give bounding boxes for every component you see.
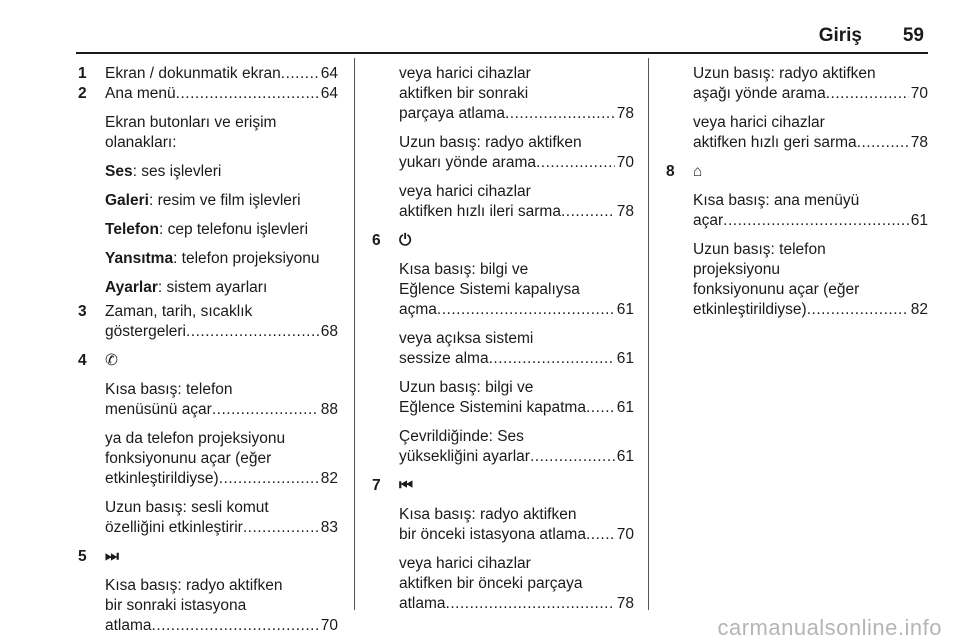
entry-4 xyxy=(78,351,338,371)
page-ref: 64 xyxy=(320,65,338,82)
menu-ses: Ses: ses işlevleri xyxy=(105,163,222,180)
item-number: 1 xyxy=(78,65,87,82)
page-ref: 78 xyxy=(616,595,634,612)
entry-7 xyxy=(372,476,634,496)
section-title: Giriş xyxy=(818,25,862,46)
entry-2 xyxy=(78,84,338,104)
page-ref: 70 xyxy=(320,617,338,634)
entry-2-desc: Ekran butonları ve erişim olanakları: xyxy=(105,114,277,151)
page-ref: 83 xyxy=(320,519,338,536)
menu-galeri: Galeri: resim ve film işlevleri xyxy=(105,192,301,209)
item-number: 6 xyxy=(372,232,381,249)
page-ref: 61 xyxy=(616,448,634,465)
entry-1 xyxy=(78,64,338,84)
page-ref: 70 xyxy=(616,154,634,171)
menu-ayarlar: Ayarlar: sistem ayarları xyxy=(105,279,268,296)
page-ref: 68 xyxy=(320,323,338,340)
page-ref: 61 xyxy=(616,350,634,367)
page-ref: 61 xyxy=(910,212,928,229)
column-middle: veya harici cihazlar aktifken bir sonraki parçaya atlama ..... 78 Uzun basış: radyo aktifken yukarı yönde arama ..... 70 veya harici cihazlar aktifken hızlı ileri sarma ..... 78 6 ⏻ Kısa basış: bilgi ve Eğlence Sistemi kapalıysa açma ..... 61 veya açıksa sistemi sessize alma ..... 61 Uzun basış: bilgi ve Eğlence Sistemini kapatma ..... 61 Çevrildiğinde: Ses yüksekliğini ayarlar ..... 61 7 ⏮ Kısa basış: radyo aktifken bir önceki istasyona atlama ..... 70 veya harici cihazlar aktifken bir önceki parçaya atlama ..... 78 xyxy=(372,64,634,614)
item-number: 7 xyxy=(372,477,381,494)
page-ref: 78 xyxy=(910,134,928,151)
menu-telefon: Telefon: cep telefonu işlevleri xyxy=(105,221,309,238)
header-rule xyxy=(76,52,928,54)
page-header xyxy=(76,26,928,52)
page-ref: 61 xyxy=(616,399,634,416)
next-track-icon: ⏭ xyxy=(105,548,119,565)
column-divider xyxy=(354,58,355,610)
page-ref: 78 xyxy=(616,203,634,220)
power-icon: ⏻ xyxy=(399,232,412,249)
entry-6 xyxy=(372,231,634,251)
page-ref: 64 xyxy=(320,85,338,102)
entry-8 xyxy=(666,162,928,182)
page-ref: 70 xyxy=(910,85,928,102)
watermark: carmanualsonline.info xyxy=(717,615,942,640)
page-ref: 70 xyxy=(616,526,634,543)
page-ref: 61 xyxy=(616,301,634,318)
home-icon: ⌂ xyxy=(693,163,703,180)
page-ref: 82 xyxy=(910,301,928,318)
item-number: 8 xyxy=(666,163,675,180)
page-ref: 82 xyxy=(320,470,338,487)
item-number: 5 xyxy=(78,548,87,565)
column-left: 1 Ekran / dokunmatik ekran ..... 64 2 Ana menü ..... 64 Ekran butonları ve erişim olanakları: Ses: ses işlevleri Galeri: resim ve film işlevleri Telefon: cep telefonu işlevleri Yansıtma: telefon projeksiyonu Ayarlar: sistem ayarları 3 Zaman, tarih, sıcaklık göstergeleri ..... 68 4 ✆ Kısa basış: telefon menüsünü açar ..... 88 ya da telefon projeksiyonu fonksiyonunu açar (eğer etkinleştirildiyse) ..... 82 Uzun basış: sesli komut özelliğini etkinleştirir ..... 83 5 ⏭ Kısa basış: radyo aktifken bir sonraki istasyona atlama ..... 70 xyxy=(78,64,338,636)
entry-text: Ana menü xyxy=(105,85,176,102)
phone-icon: ✆ xyxy=(105,352,118,369)
item-number: 3 xyxy=(78,303,87,320)
menu-yansitma: Yansıtma: telefon projeksiyonu xyxy=(105,250,320,267)
column-right: Uzun basış: radyo aktifken aşağı yönde arama ..... 70 veya harici cihazlar aktifken hızlı geri sarma ..... 78 8 ⌂ Kısa basış: ana menüyü açar ..... 61 Uzun basış: telefon projeksiyonu fonksiyonunu açar (eğer etkinleştirildiyse) ..... 82 xyxy=(666,64,928,320)
entry-5 xyxy=(78,547,338,567)
entry-text: Ekran / dokunmatik ekran xyxy=(105,65,281,82)
item-number: 2 xyxy=(78,85,87,102)
entry-3: 3 Zaman, tarih, sıcaklık göstergeleri ..... 68 xyxy=(78,302,338,342)
page-number: 59 xyxy=(902,25,924,46)
column-divider xyxy=(648,58,649,610)
previous-track-icon: ⏮ xyxy=(399,477,413,494)
page-ref: 78 xyxy=(616,105,634,122)
item-number: 4 xyxy=(78,352,87,369)
page-ref: 88 xyxy=(320,401,338,418)
